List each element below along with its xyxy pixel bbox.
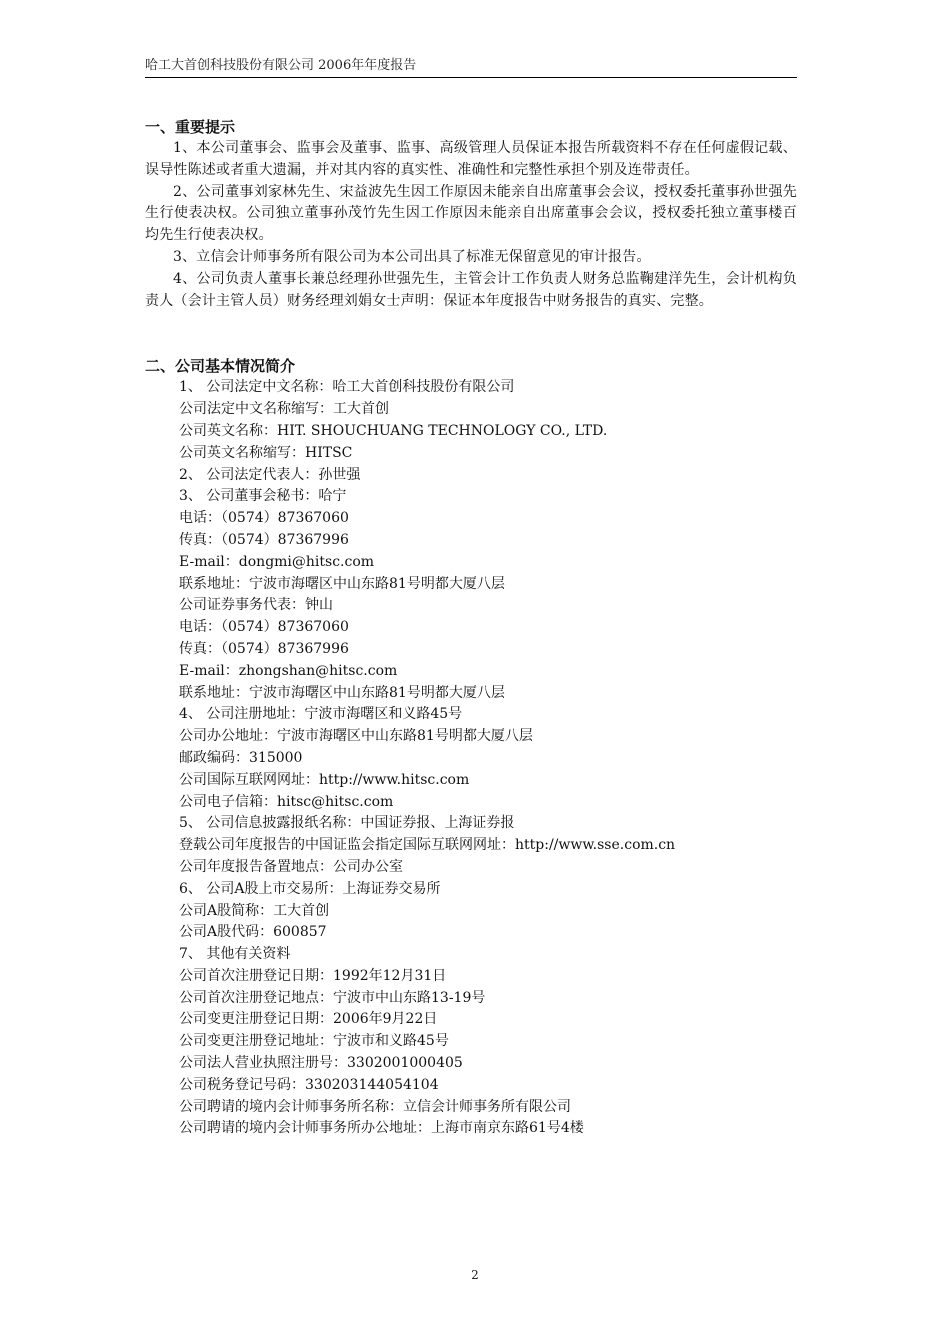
info-line: 公司变更注册登记日期：2006年9月22日 — [179, 1011, 438, 1028]
info-line: E-mail：dongmi@hitsc.com — [179, 553, 375, 570]
page-number: 2 — [471, 1268, 479, 1282]
notice-paragraph-3: 3、立信会计师事务所有限公司为本公司出具了标准无保留意见的审计报告。 — [173, 248, 651, 265]
info-line: 3、 公司董事会秘书：哈宁 — [179, 488, 347, 505]
info-line: 5、 公司信息披露报纸名称：中国证券报、上海证券报 — [179, 815, 515, 832]
info-line: 公司变更注册登记地址：宁波市和义路45号 — [179, 1033, 449, 1050]
info-line: E-mail：zhongshan@hitsc.com — [179, 662, 398, 679]
info-line: 公司国际互联网网址：http://www.hitsc.com — [179, 771, 470, 788]
info-line: 公司A股简称：工大首创 — [179, 902, 330, 919]
info-line: 公司首次注册登记地点：宁波市中山东路13-19号 — [179, 989, 486, 1006]
info-line: 公司英文名称：HIT. SHOUCHUANG TECHNOLOGY CO., LTD. — [179, 422, 608, 439]
info-line: 公司税务登记号码：330203144054104 — [179, 1076, 439, 1093]
info-line: 公司聘请的境内会计师事务所名称：立信会计师事务所有限公司 — [179, 1098, 571, 1115]
page-header: 哈工大首创科技股份有限公司 2006年年度报告 — [145, 58, 417, 73]
info-line: 公司A股代码：600857 — [179, 924, 327, 941]
info-line: 公司英文名称缩写：HITSC — [179, 444, 353, 461]
notice-paragraph-2: 2、公司董事刘家林先生、宋益波先生因工作原因未能亲自出席董事会会议，授权委托董事孙世强先生行使表决权。公司独立董事孙茂竹先生因工作原因未能亲自出席董事会会议，授权委托独立董事楼百均先生行使表决权。 — [145, 183, 797, 244]
info-line: 联系地址：宁波市海曙区中山东路81号明都大厦八层 — [179, 684, 505, 701]
info-line: 6、 公司A股上市交易所：上海证券交易所 — [179, 880, 441, 897]
document-body — [145, 116, 797, 1140]
info-line: 电话：（0574）87367060 — [179, 510, 349, 527]
info-line: 2、 公司法定代表人：孙世强 — [179, 466, 361, 483]
info-line: 公司法人营业执照注册号：3302001000405 — [179, 1055, 463, 1072]
info-line: 公司年度报告备置地点：公司办公室 — [179, 858, 403, 875]
info-line: 传真：（0574）87367996 — [179, 640, 349, 657]
info-line: 登载公司年度报告的中国证监会指定国际互联网网址：http://www.sse.com.cn — [179, 837, 676, 854]
info-line: 公司证券事务代表：钟山 — [179, 597, 333, 614]
info-line: 1、 公司法定中文名称：哈工大首创科技股份有限公司 — [179, 379, 515, 396]
notice-paragraph-1: 1、本公司董事会、监事会及董事、监事、高级管理人员保证本报告所载资料不存在任何虚假记载、误导性陈述或者重大遗漏，并对其内容的真实性、准确性和完整性承担个别及连带责任。 — [145, 140, 797, 178]
info-line: 公司办公地址：宁波市海曙区中山东路81号明都大厦八层 — [179, 728, 533, 745]
info-line: 7、 其他有关资料 — [179, 946, 291, 963]
info-line: 公司聘请的境内会计师事务所办公地址：上海市南京东路61号4楼 — [179, 1120, 584, 1137]
info-line: 4、 公司注册地址：宁波市海曙区和义路45号 — [179, 706, 463, 723]
info-line: 公司法定中文名称缩写：工大首创 — [179, 401, 389, 418]
section-title-company-profile: 二、公司基本情况简介 — [145, 357, 296, 376]
section-spacer — [145, 312, 797, 355]
info-line: 邮政编码：315000 — [179, 749, 303, 766]
company-info-list — [145, 377, 797, 1140]
info-line: 传真：（0574）87367996 — [179, 531, 349, 548]
info-line: 联系地址：宁波市海曙区中山东路81号明都大厦八层 — [179, 575, 505, 592]
notice-paragraph-4: 4、公司负责人董事长兼总经理孙世强先生，主管会计工作负责人财务总监鞠建洋先生，会计机构负责人（会计主管人员）财务经理刘娟女士声明：保证本年度报告中财务报告的真实、完整。 — [145, 270, 797, 309]
info-line: 公司首次注册登记日期：1992年12月31日 — [179, 967, 447, 984]
section-title-important-notice: 一、重要提示 — [145, 118, 236, 136]
info-line: 公司电子信箱：hitsc@hitsc.com — [179, 793, 394, 810]
header-divider — [145, 77, 797, 78]
info-line: 电话：（0574）87367060 — [179, 619, 349, 636]
